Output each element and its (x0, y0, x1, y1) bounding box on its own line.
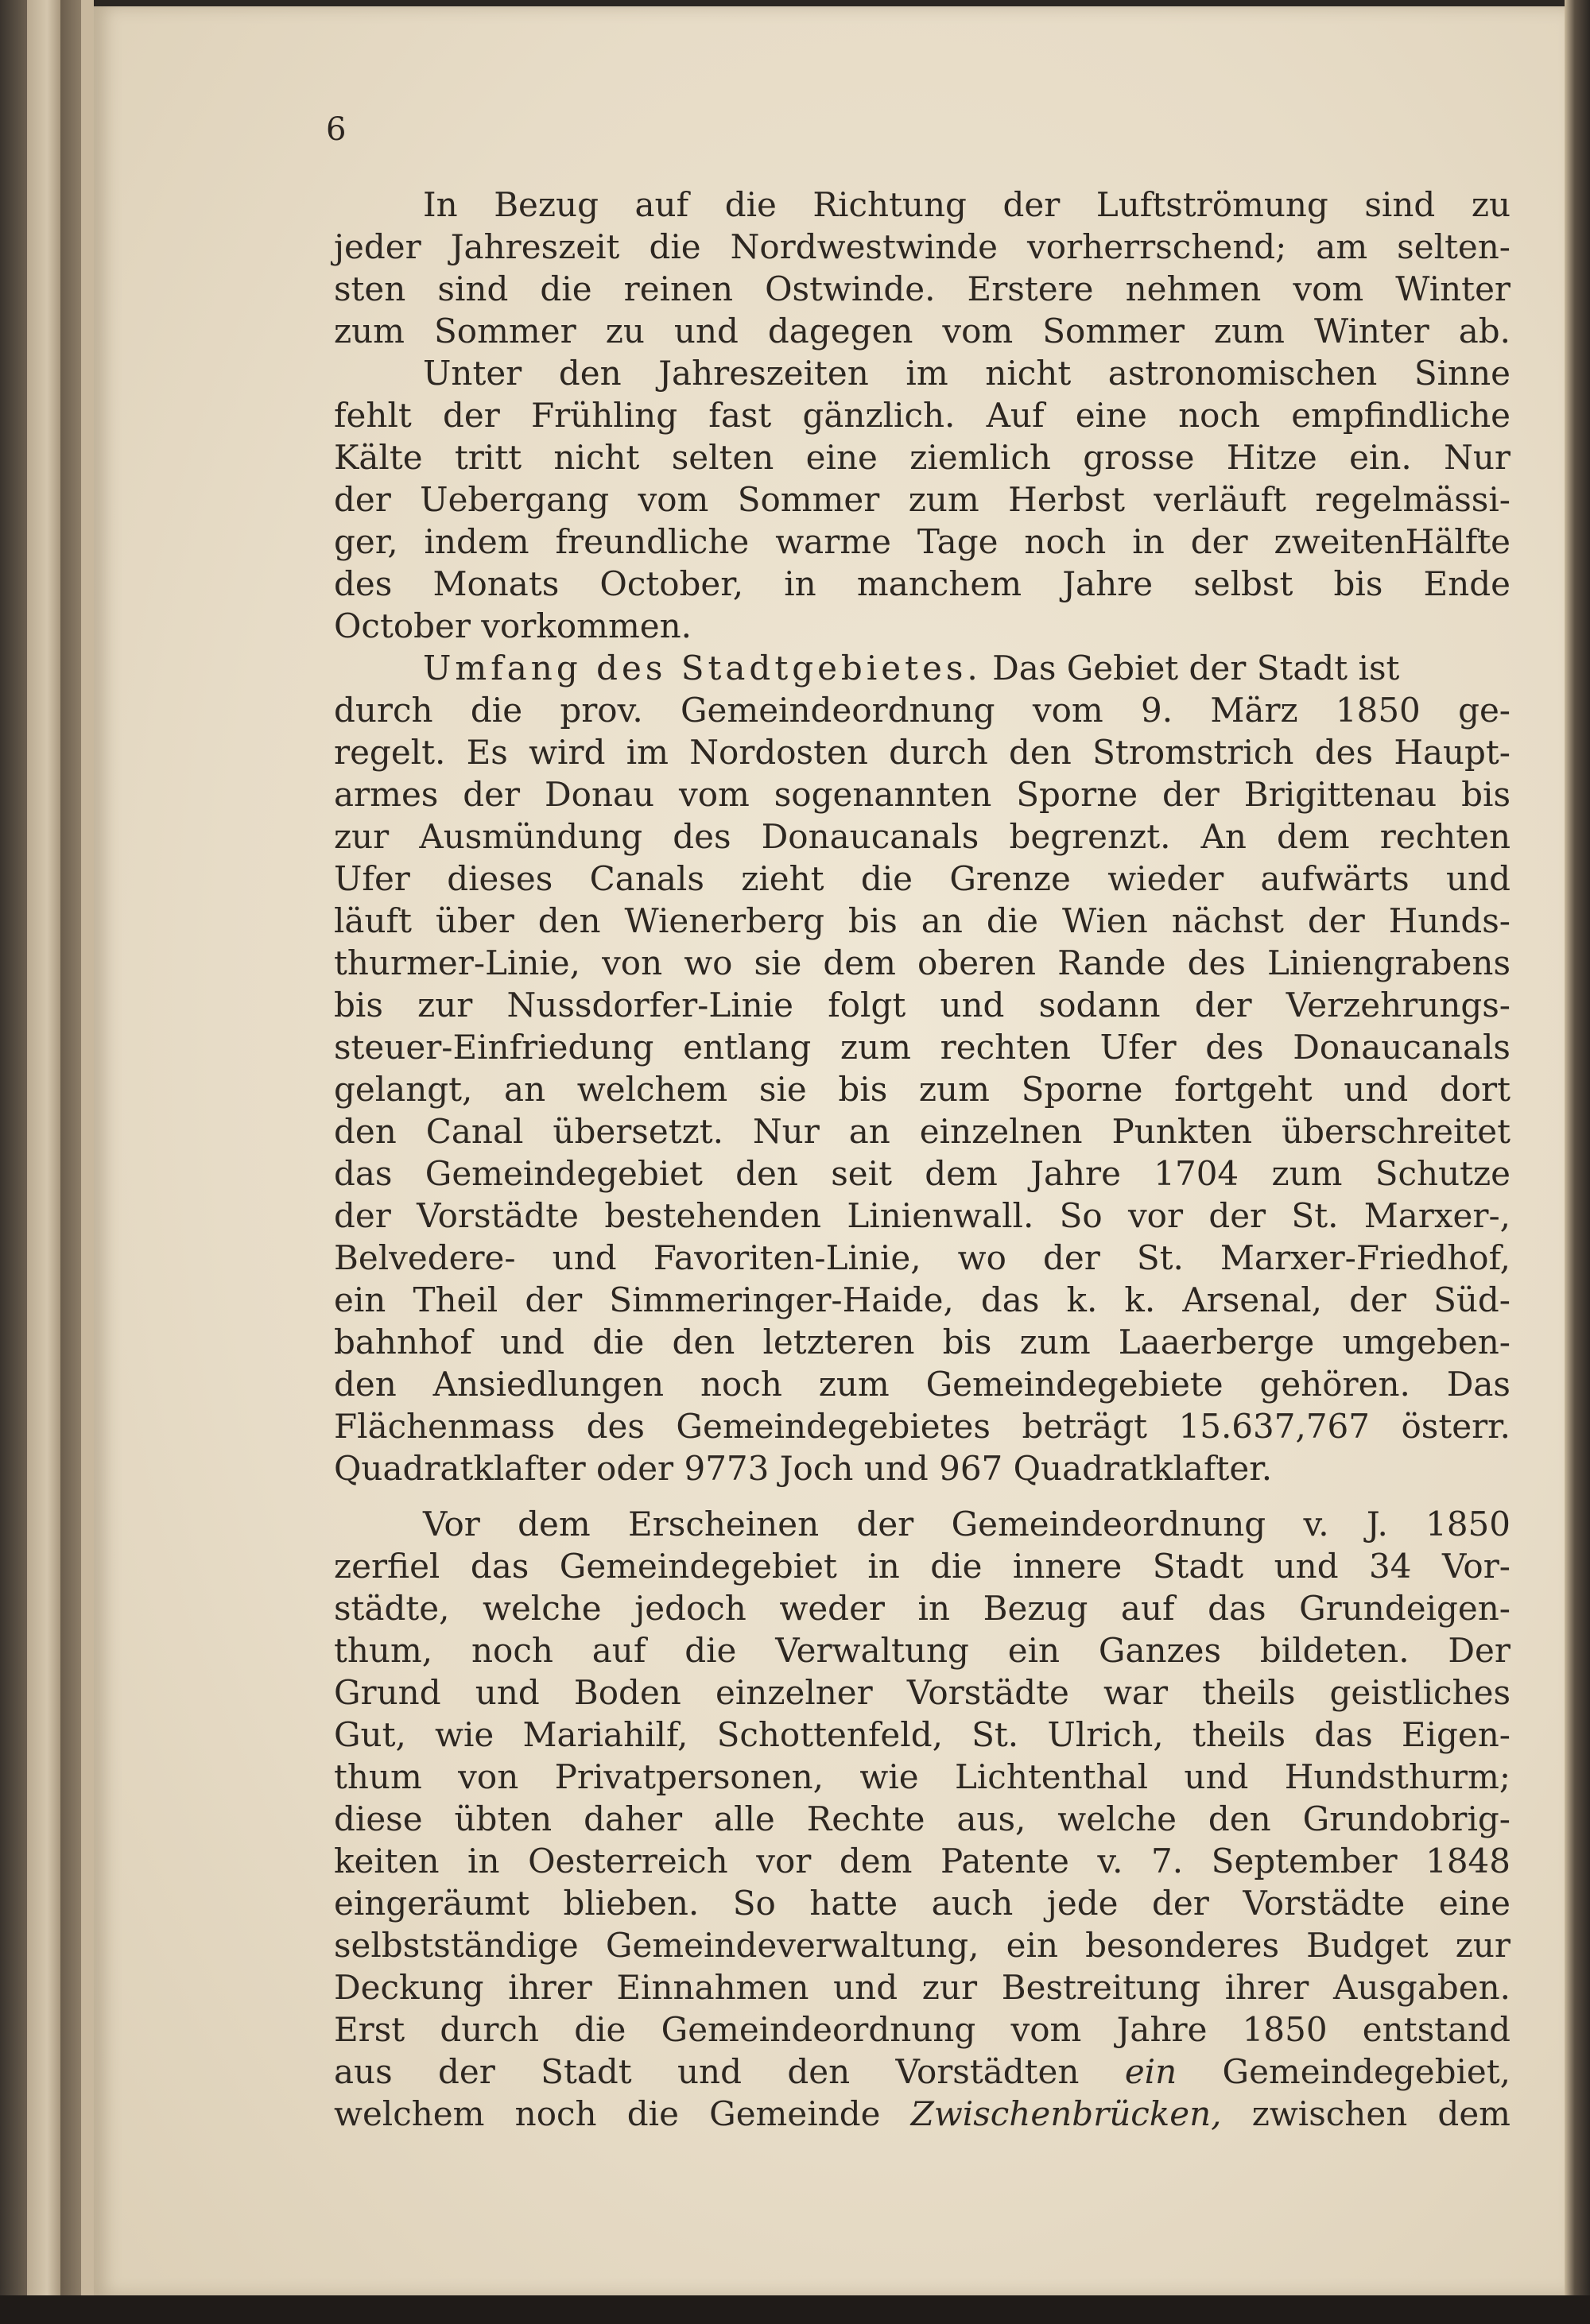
text-line: Kälte tritt nicht selten eine ziemlich grosse Hitze ein. Nur (334, 438, 1510, 477)
text-fragment: Gemeindegebiet, (1222, 2052, 1510, 2091)
text-line: diese übten daher alle Rechte aus, welche den Grundobrig- (334, 1799, 1510, 1838)
text-line: durch die prov. Gemeindeordnung vom 9. März 1850 ge- (334, 691, 1510, 730)
text-line: des Monats October, in manchem Jahre selbst bis Ende (334, 564, 1510, 603)
section-heading: Umfang des Stadtgebietes. (423, 649, 982, 688)
text-line: der Vorstädte bestehenden Linienwall. So vor der St. Marxer-, (334, 1196, 1510, 1235)
text-line: fehlt der Frühling fast gänzlich. Auf eine noch empfindliche (334, 396, 1510, 435)
text-line: thum von Privatpersonen, wie Lichtenthal und Hundsthurm; (334, 1757, 1510, 1796)
text-line: Quadratklafter oder 9773 Joch und 967 Quadratklafter. (334, 1449, 1273, 1488)
previous-pages-edge (27, 0, 60, 2324)
text-line: gelangt, an welchem sie bis zum Sporne fortgeht und dort (334, 1070, 1510, 1109)
text-line: bahnhof und die den letzteren bis zum Laaerberge umgeben- (334, 1323, 1510, 1361)
text-line: Unter den Jahreszeiten im nicht astronomischen Sinne (423, 354, 1510, 393)
text-line: ein Theil der Simmeringer-Haide, das k. k. Arsenal, der Süd- (334, 1280, 1510, 1319)
text-line: Ufer dieses Canals zieht die Grenze wieder aufwärts und (334, 859, 1510, 898)
text-line: armes der Donau vom sogenannten Sporne der Brigittenau bis (334, 775, 1510, 814)
text-line: keiten in Oesterreich vor dem Patente v. 7. September 1848 (334, 1842, 1510, 1881)
text-line: thurmer-Linie, von wo sie dem oberen Rande des Liniengrabens (334, 943, 1510, 982)
text-line: In Bezug auf die Richtung der Luftströmung sind zu (423, 185, 1510, 224)
text-fragment: zwischen dem (1251, 2094, 1511, 2133)
book-spine-edge (0, 0, 27, 2324)
emphasis-text: ein (1124, 2052, 1177, 2091)
text-line: zur Ausmündung des Donaucanals begrenzt. An dem rechten (334, 817, 1510, 856)
text-line: das Gemeindegebiet den seit dem Jahre 1704 zum Schutze (334, 1154, 1510, 1193)
text-line: bis zur Nussdorfer-Linie folgt und sodann der Verzehrungs- (334, 986, 1510, 1024)
page-inner-margin (81, 0, 94, 2324)
text-fragment: welchem noch die Gemeinde (334, 2094, 881, 2133)
text-line: steuer-Einfriedung entlang zum rechten Ufer des Donaucanals (334, 1028, 1510, 1067)
page-number: 6 (326, 111, 347, 148)
text-line: Vor dem Erscheinen der Gemeindeordnung v. J. 1850 (423, 1505, 1510, 1544)
text-line-with-emphasis (334, 2094, 1510, 2135)
text-fragment: aus der Stadt und den Vorstädten (334, 2052, 1080, 2091)
emphasis-text: Zwischenbrücken, (910, 2094, 1222, 2133)
text-line: sten sind die reinen Ostwinde. Erstere nehmen vom Winter (334, 269, 1510, 308)
text-line-with-emphasis (334, 2051, 1510, 2093)
text-line: regelt. Es wird im Nordosten durch den Stromstrich des Haupt- (334, 733, 1510, 772)
page-gutter-shadow (60, 0, 81, 2324)
text-line: der Uebergang vom Sommer zum Herbst verläuft regelmässi- (334, 480, 1510, 519)
text-line: den Ansiedlungen noch zum Gemeindegebiete gehören. Das (334, 1365, 1510, 1404)
text-line: jeder Jahreszeit die Nordwestwinde vorherrschend; am selten- (334, 227, 1510, 266)
text-line: Grund und Boden einzelner Vorstädte war theils geistliches (334, 1673, 1510, 1712)
bottom-scan-edge (0, 2295, 1590, 2324)
text-line: ger, indem freundliche warme Tage noch in der zweitenHälfte (334, 522, 1510, 561)
text-line: zerfiel das Gemeindegebiet in die innere Stadt und 34 Vor- (334, 1547, 1510, 1586)
text-line: October vorkommen. (334, 606, 692, 645)
text-line: selbstständige Gemeindeverwaltung, ein besonderes Budget zur (334, 1926, 1510, 1965)
text-line: Erst durch die Gemeindeordnung vom Jahre 1850 entstand (334, 2010, 1510, 2049)
text-line: zum Sommer zu und dagegen vom Sommer zum Winter ab. (334, 312, 1510, 351)
right-page-edge (1565, 0, 1590, 2324)
text-line: Flächenmass des Gemeindegebietes beträgt 15.637,767 österr. (334, 1407, 1510, 1446)
text-line: städte, welche jedoch weder in Bezug auf das Grundeigen- (334, 1589, 1510, 1628)
text-line: eingeräumt blieben. So hatte auch jede der Vorstädte eine (334, 1884, 1510, 1923)
text-line: den Canal übersetzt. Nur an einzelnen Punkten überschreitet (334, 1112, 1510, 1151)
text-line: thum, noch auf die Verwaltung ein Ganzes bildeten. Der (334, 1631, 1510, 1670)
text-line: Deckung ihrer Einnahmen und zur Bestreitung ihrer Ausgaben. (334, 1968, 1510, 2007)
text-line: Gut, wie Mariahilf, Schottenfeld, St. Ulrich, theils das Eigen- (334, 1715, 1510, 1754)
section-heading-line (423, 648, 1536, 689)
text-line: läuft über den Wienerberg bis an die Wien nächst der Hunds- (334, 901, 1510, 940)
text-line: Belvedere- und Favoriten-Linie, wo der St. Marxer-Friedhof, (334, 1238, 1510, 1277)
text-line-fragment: Das Gebiet der Stadt ist (992, 649, 1400, 688)
